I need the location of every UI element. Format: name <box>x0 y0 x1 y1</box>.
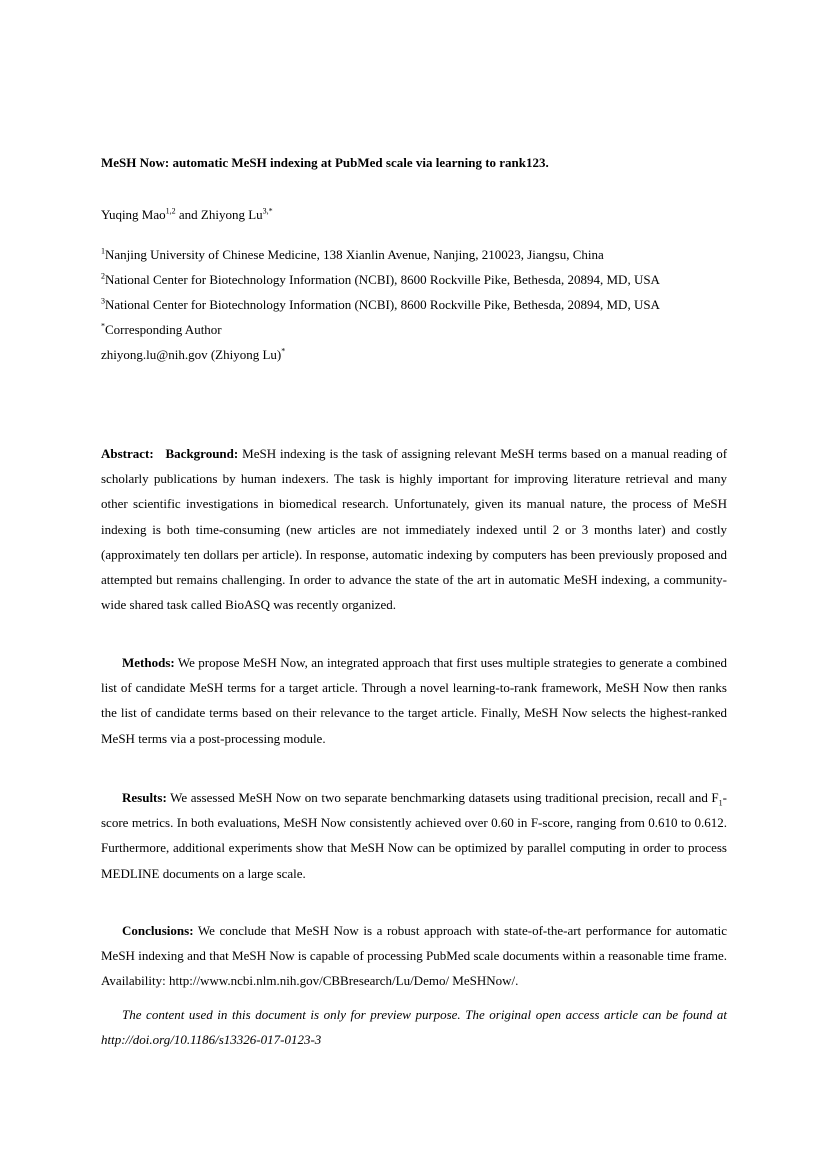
author-affiliation-marker: 1,2 <box>165 206 176 216</box>
affiliation-item <box>101 292 727 317</box>
affiliation-item <box>101 267 727 292</box>
affiliation-marker: 1 <box>101 246 105 256</box>
preview-notice-text: The content used in this document is only for preview purpose. The original open access article can be found at http://doi.org/10.1186/s13326-017-0123-3 <box>101 1007 727 1048</box>
abstract-label: Abstract: <box>101 446 154 461</box>
affiliation-item <box>101 317 727 342</box>
author-conjunction: and <box>175 207 201 222</box>
author-affiliation-marker: 3,* <box>262 206 273 216</box>
methods-label: Methods: <box>122 655 175 670</box>
results-text-end: -score metrics. In both evaluations, MeSH Now consistently achieved over 0.60 in F-score, ranging from 0.610 to 0.612. Furthermore, additional experiments show that MeSH Now can be optimized by parallel computing in order to process MEDLINE documents on a large scale. <box>101 790 727 881</box>
affiliation-marker: 2 <box>101 271 105 281</box>
affiliation-item <box>101 242 727 267</box>
conclusions-label: Conclusions: <box>122 923 194 938</box>
conclusions-text: We conclude that MeSH Now is a robust approach with state-of-the-art performance for automatic MeSH indexing and that MeSH Now is capable of processing PubMed scale documents within a reasonable time frame. Availability: http://www.ncbi.nlm.nih.gov/CBBresearch/Lu/Demo/ MeSHNow/. <box>101 923 727 989</box>
affiliation-marker: 3 <box>101 296 105 306</box>
methods-text: We propose MeSH Now, an integrated approach that first uses multiple strategies to generate a combined list of candidate MeSH terms for a target article. Through a novel learning-to-rank framework, MeSH Now then ranks the list of candidate terms based on their relevance to the target article. Finally, MeSH Now selects the highest-ranked MeSH terms via a post-processing module. <box>101 655 727 746</box>
background-text: MeSH indexing is the task of assigning relevant MeSH terms based on a manual reading of scholarly publications by human indexers. The task is highly important for improving literature retrieval and many other scientific investigations in biomedical research. Unfortunately, given its manual nature, the process of MeSH indexing is both time-consuming (new articles are not immediately indexed until 2 or 3 months later) and costly (approximately ten dollars per article). In response, automatic indexing by computers has been previously proposed and attempted but remains challenging. In order to advance the state of the art in automatic MeSH indexing, a community-wide shared task called BioASQ was recently organized. <box>101 446 728 613</box>
background-label: Background: <box>165 446 239 461</box>
affiliation-text: National Center for Biotechnology Information (NCBI), 8600 Rockville Pike, Bethesda, 20894, MD, USA <box>105 272 660 287</box>
author-name: Zhiyong Lu <box>200 207 263 222</box>
abstract-results-paragraph <box>101 785 727 886</box>
contact-text: zhiyong.lu@nih.gov (Zhiyong Lu) <box>101 347 282 362</box>
abstract-methods-paragraph <box>101 650 727 751</box>
affiliation-text: National Center for Biotechnology Information (NCBI), 8600 Rockville Pike, Bethesda, 20894, MD, USA <box>105 297 660 312</box>
results-subscript: 1 <box>718 798 723 808</box>
preview-notice <box>101 1002 727 1052</box>
contact-email <box>101 342 727 367</box>
affiliation-text: Corresponding Author <box>105 322 222 337</box>
contact-marker: * <box>281 346 286 356</box>
paper-title: MeSH Now: automatic MeSH indexing at PubMed scale via learning to rank123. <box>101 155 549 170</box>
abstract-background-paragraph <box>101 441 727 617</box>
author-name: Yuqing Mao <box>101 207 166 222</box>
affiliation-text: Nanjing University of Chinese Medicine, 138 Xianlin Avenue, Nanjing, 210023, Jiangsu, China <box>105 247 604 262</box>
author-line <box>101 206 727 224</box>
results-text-start: We assessed MeSH Now on two separate benchmarking datasets using traditional precision, recall and F <box>170 790 719 805</box>
results-label: Results: <box>122 790 167 805</box>
affiliation-marker: * <box>101 321 105 331</box>
affiliation-list <box>101 242 727 367</box>
abstract-conclusions-paragraph <box>101 918 727 994</box>
